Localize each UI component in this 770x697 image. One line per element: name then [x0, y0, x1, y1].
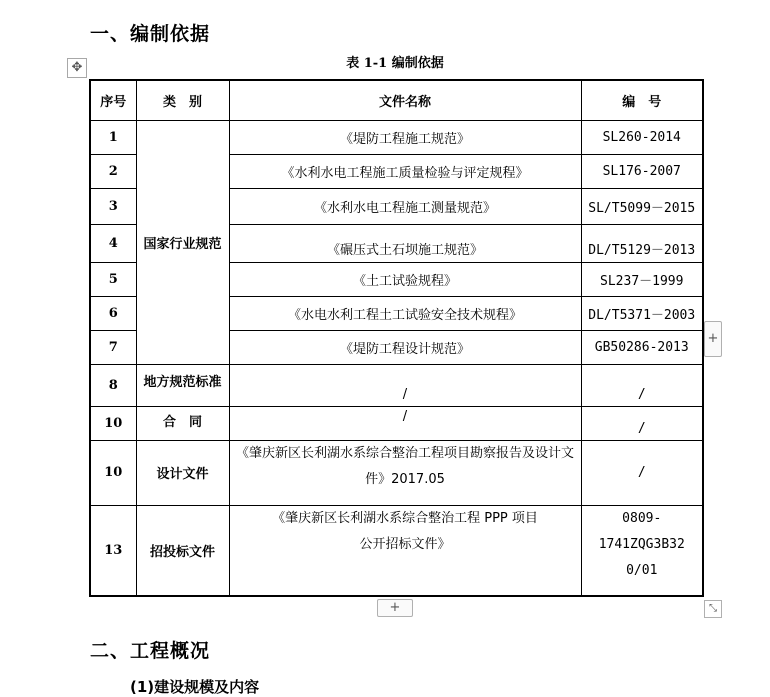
- file-code: SL237－1999: [581, 262, 703, 296]
- row-num: 10: [90, 406, 136, 440]
- row-num: 3: [90, 188, 136, 224]
- file-name: 《堤防工程施工规范》: [229, 120, 581, 154]
- file-name: 《碾压式土石坝施工规范》: [229, 224, 581, 262]
- file-code: DL/T5371－2003: [581, 296, 703, 330]
- category-national: 国家行业规范: [136, 120, 229, 364]
- category-local: 地方规范标准: [136, 364, 229, 406]
- file-code: GB50286-2013: [581, 330, 703, 364]
- file-code-line: 0809-1741ZQG3B32: [598, 510, 685, 552]
- table-move-handle-icon[interactable]: ✥: [67, 58, 87, 78]
- file-code-line: 0/01: [626, 562, 658, 578]
- table-header-row: [90, 80, 703, 120]
- row-num: 6: [90, 296, 136, 330]
- row-num: 8: [90, 364, 136, 406]
- header-code: 编 号: [581, 80, 703, 120]
- header-seq: 序号: [90, 80, 136, 120]
- category-contract: 合 同: [136, 406, 229, 440]
- file-name: 《水电水利工程土工试验安全技术规程》: [229, 296, 581, 330]
- file-code: /: [581, 406, 703, 440]
- file-code: SL176-2007: [581, 154, 703, 188]
- category-design: 设计文件: [136, 440, 229, 505]
- row-num: 4: [90, 224, 136, 262]
- section-heading-basis: 一、编制依据: [90, 23, 211, 45]
- table-resize-handle-icon[interactable]: ⤡: [704, 600, 722, 618]
- file-code: SL/T5099－2015: [581, 188, 703, 224]
- row-num: 10: [90, 440, 136, 505]
- add-row-button[interactable]: +: [377, 599, 413, 617]
- file-code: SL260-2014: [581, 120, 703, 154]
- header-category: 类 别: [136, 80, 229, 120]
- row-num: 1: [90, 120, 136, 154]
- subsection-heading: (1)建设规模及内容: [130, 678, 260, 696]
- row-num: 13: [90, 505, 136, 596]
- row-num: 2: [90, 154, 136, 188]
- file-code: DL/T5129－2013: [581, 224, 703, 262]
- row-num: 5: [90, 262, 136, 296]
- table-row: [90, 364, 703, 406]
- section-heading-overview: 二、工程概况: [90, 640, 211, 662]
- table-row: [90, 120, 703, 154]
- file-name: 《土工试验规程》: [229, 262, 581, 296]
- category-bidding: 招投标文件: [136, 505, 229, 596]
- file-code: /: [581, 440, 703, 505]
- table-caption: 表 1-1 编制依据: [346, 56, 444, 71]
- table-row: [90, 406, 703, 440]
- table-row: [90, 505, 703, 596]
- file-name: 《水利水电工程施工质量检验与评定规程》: [229, 154, 581, 188]
- file-name: 《堤防工程设计规范》: [229, 330, 581, 364]
- file-name-line: 公开招标文件》: [359, 536, 451, 552]
- basis-table: [89, 79, 704, 597]
- file-name-line: 《肇庆新区长利湖水系综合整治工程 PPP 项目: [272, 510, 538, 526]
- file-name: /: [229, 406, 581, 440]
- file-name: [229, 505, 581, 596]
- file-name: /: [229, 364, 581, 406]
- header-file-name: 文件名称: [229, 80, 581, 120]
- table-row: [90, 440, 703, 505]
- file-name: 《水利水电工程施工测量规范》: [229, 188, 581, 224]
- file-code: /: [581, 364, 703, 406]
- file-code: [581, 505, 703, 596]
- row-num: 7: [90, 330, 136, 364]
- file-name: 《肇庆新区长利湖水系综合整治工程项目勘察报告及设计文件》2017.05: [229, 440, 581, 505]
- add-column-button[interactable]: +: [704, 321, 722, 357]
